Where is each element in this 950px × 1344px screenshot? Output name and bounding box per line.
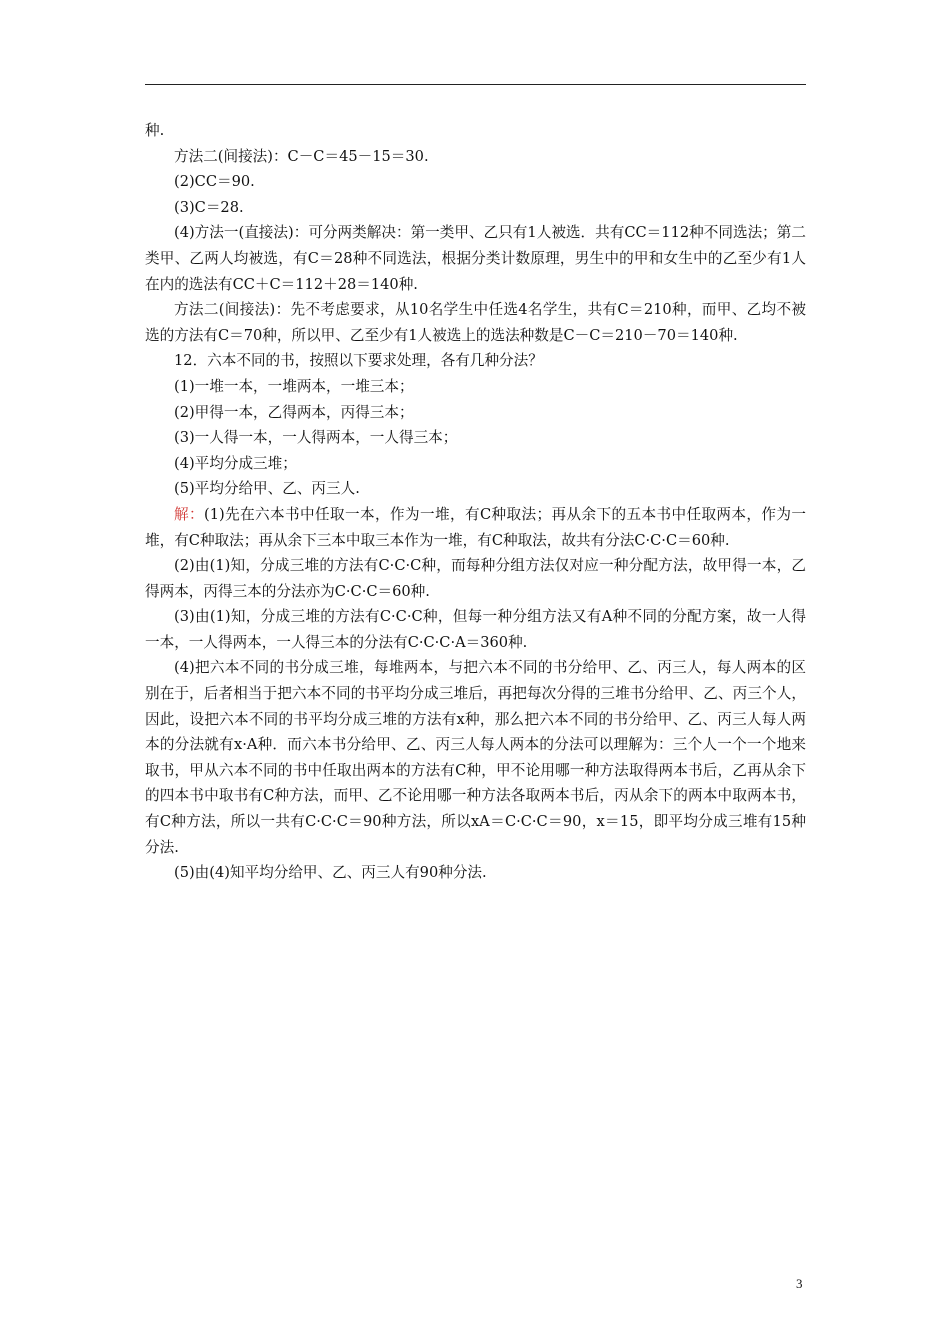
paragraph: 方法二(间接法)：C－C＝45－15＝30. [174,147,429,165]
question-12: 12．六本不同的书，按照以下要求处理，各有几种分法？ [174,352,543,370]
sub-question: (3)一人得一本，一人得两本，一人得三本； [174,429,458,447]
paragraph: (3)由(1)知，分成三堆的方法有C·C·C种，但每一种分组方法又有A种不同的分配方案，故一人得一本，一人得两本，一人得三本的分法有C·C·C·A＝360种. [145,608,806,651]
document-body [145,118,806,886]
paragraph: (5)由(4)知平均分给甲、乙、丙三人有90种分法. [174,864,487,882]
paragraph: (4)方法一(直接法)：可分两类解决：第一类甲、乙只有1人被选．共有CC＝112种不同选法；第二类甲、乙两人均被选，有C＝28种不同选法，根据分类计数原理，男生中的甲和女生中的乙至少有1人在内的选法有CC＋C＝112＋28＝140种. [145,224,806,293]
header-rule [145,84,806,85]
sub-question: (4)平均分成三堆； [174,454,297,472]
solution-paragraph [145,502,806,553]
paragraph: 种. [145,122,165,139]
paragraph: (2)由(1)知，分成三堆的方法有C·C·C种，而每种分组方法仅对应一种分配方法，故甲得一本，乙得两本，丙得三本的分法亦为C·C·C＝60种. [145,557,806,600]
paragraph: (3)C＝28. [174,198,244,216]
sub-question: (5)平均分给甲、乙、丙三人. [174,480,360,498]
paragraph: (4)把六本不同的书分成三堆，每堆两本，与把六本不同的书分给甲、乙、丙三人，每人两本的区别在于，后者相当于把六本不同的书平均分成三堆后，再把每次分得的三堆书分给甲、乙、丙三个人，因此，设把六本不同的书平均分成三堆的方法有x种，那么把六本不同的书分给甲、乙、丙三人每人两本的分法就有x·A种．而六本书分给甲、乙、丙三人每人两本的分法可以理解为：三个人一个一个地来取书，甲从六本不同的书中任取出两本的方法有C种，甲不论用哪一种方法取得两本书后，乙再从余下的四本书中取书有C种方法，而甲、乙不论用哪一种方法各取两本书后，丙从余下的两本中取两本书，有C种方法，所以一共有C·C·C＝90种方法，所以xA＝C·C·C＝90，x＝15，即平均分成三堆有15种分法. [145,659,806,856]
sub-question: (2)甲得一本，乙得两本，丙得三本； [174,403,414,421]
sub-question: (1)一堆一本，一堆两本，一堆三本； [174,377,414,395]
solution-label: 解： [174,505,204,523]
page-number: 3 [796,1276,803,1291]
paragraph: (2)CC＝90. [174,173,255,191]
solution-text: (1)先在六本书中任取一本，作为一堆，有C种取法；再从余下的五本书中任取两本，作为一堆，有C种取法；再从余下三本中取三本作为一堆，有C种取法，故共有分法C·C·C＝60种. [145,505,806,549]
paragraph: 方法二(间接法)：先不考虑要求，从10名学生中任选4名学生，共有C＝210种，而甲、乙均不被选的方法有C＝70种，所以甲、乙至少有1人被选上的选法种数是C－C＝210－70＝140种. [145,301,806,344]
